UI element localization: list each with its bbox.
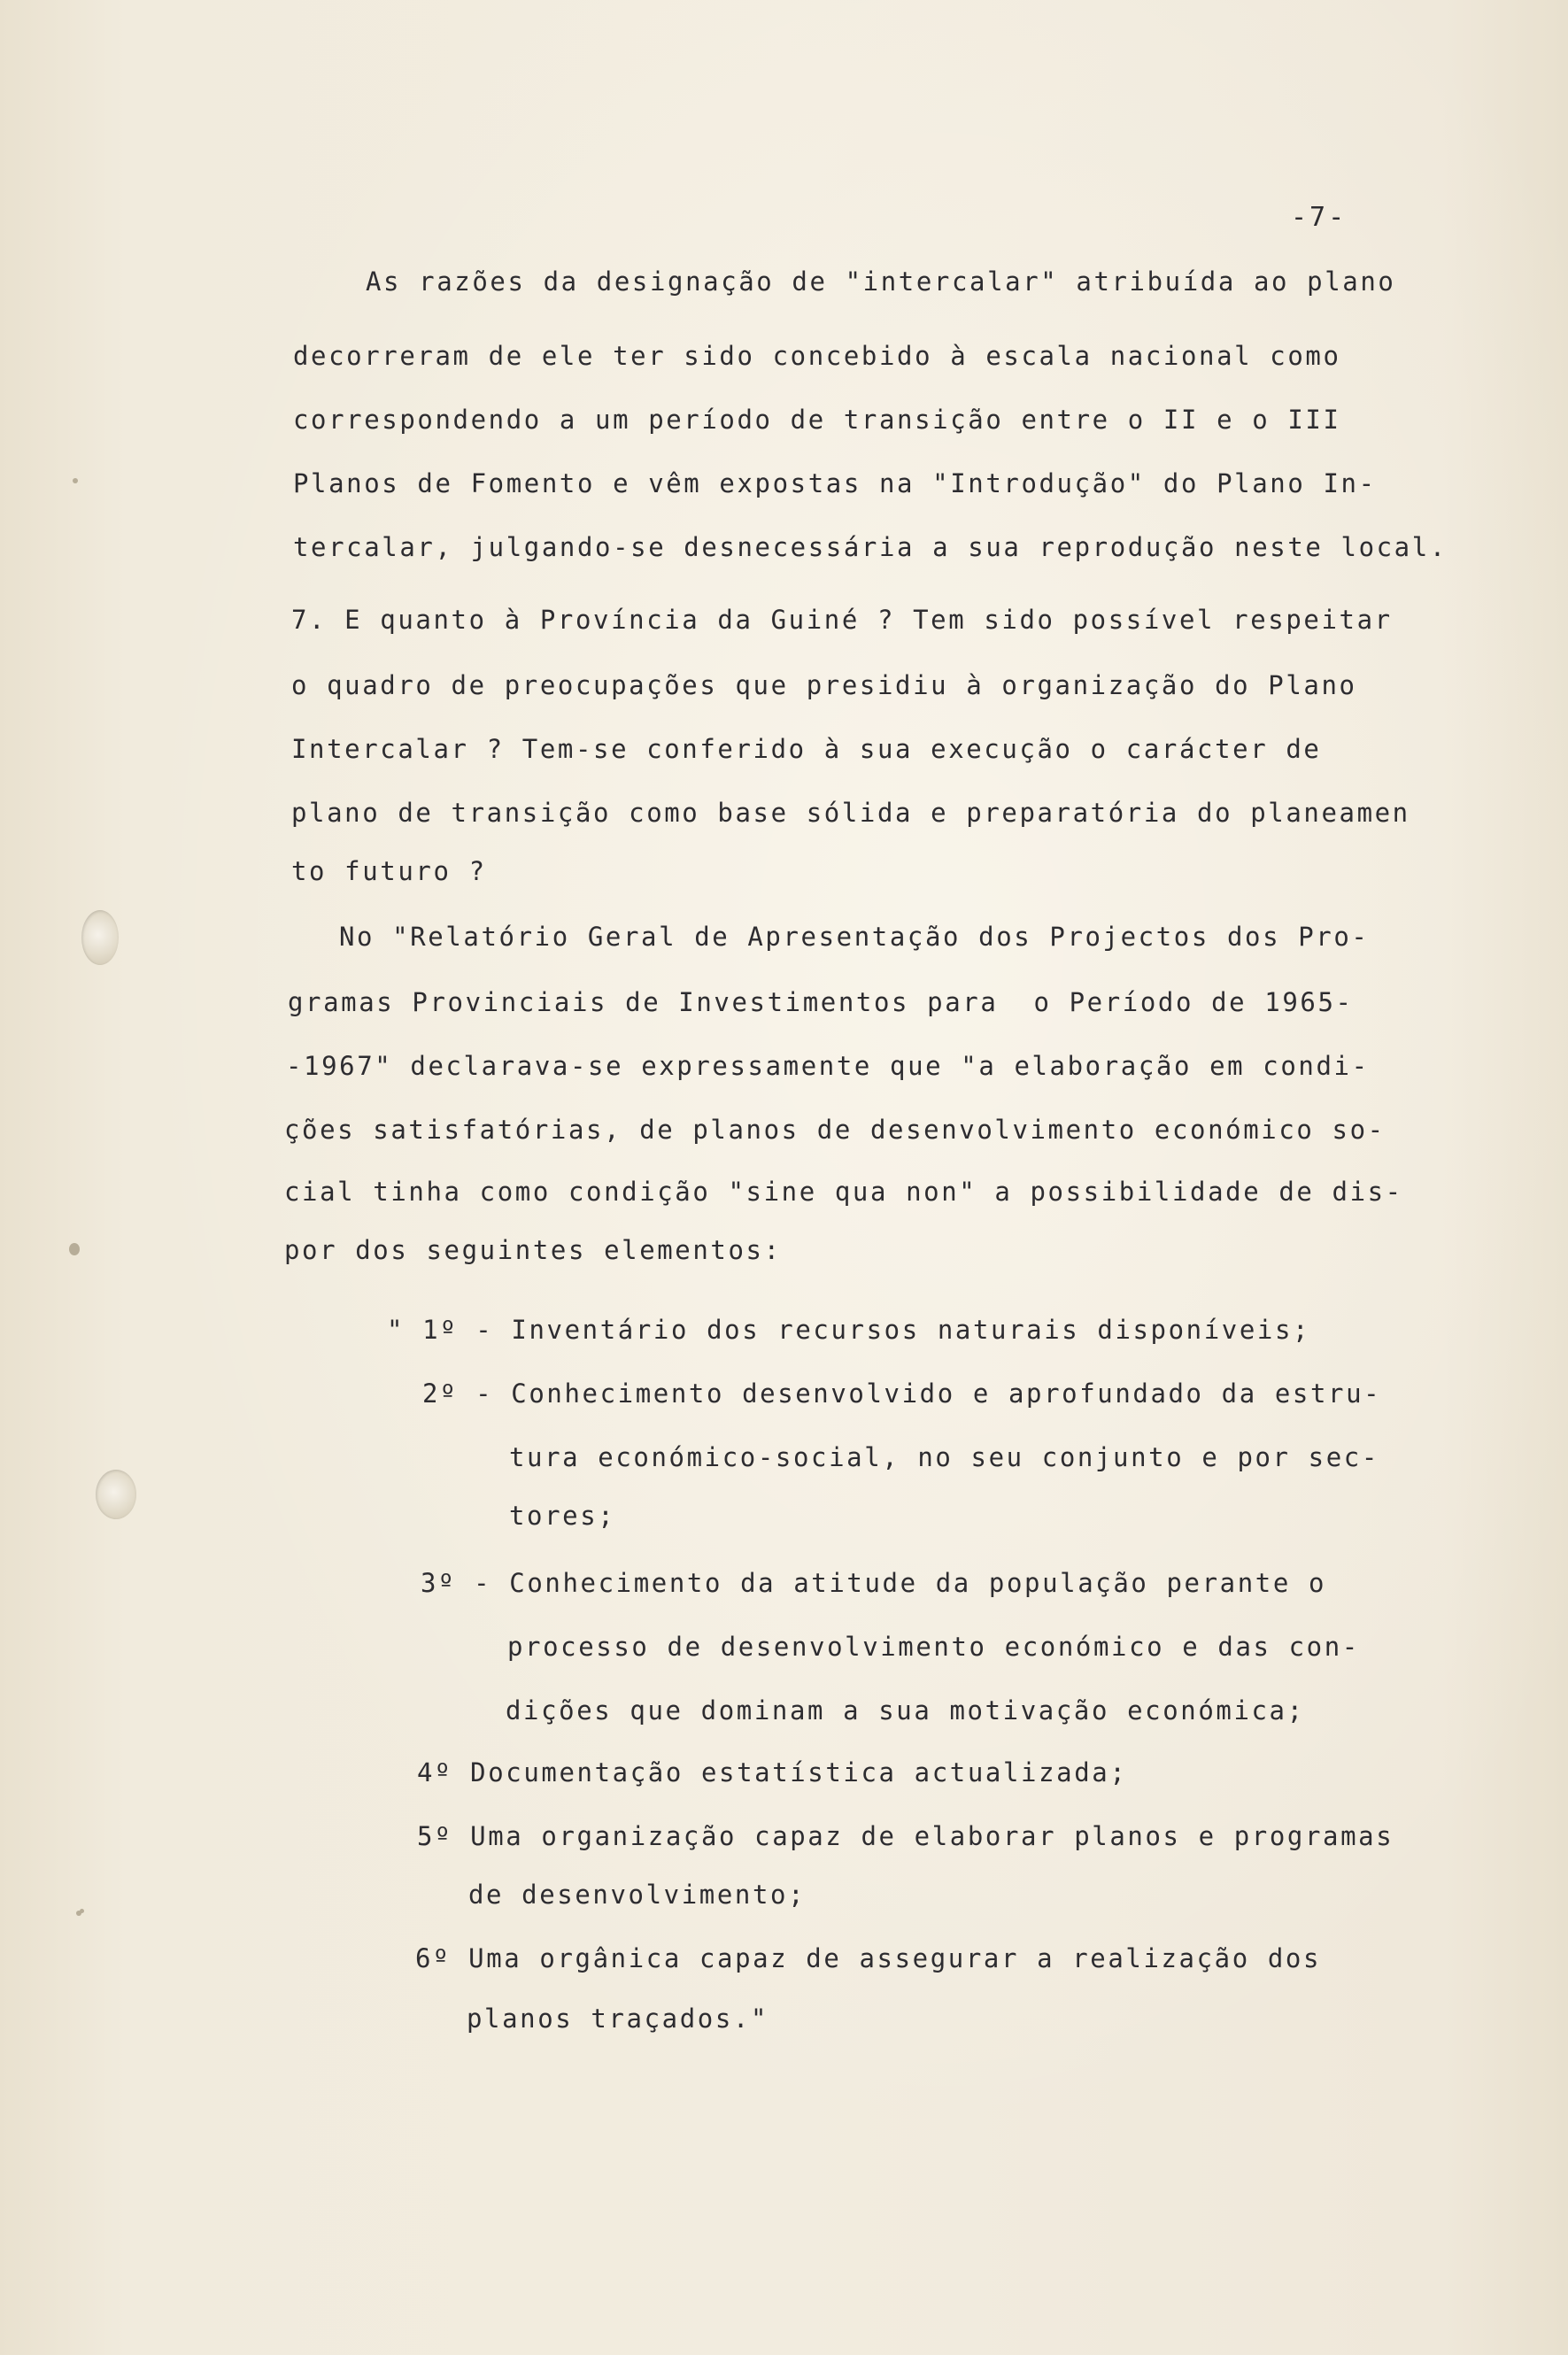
list-item-line: processo de desenvolvimento económico e das con- [507, 1632, 1360, 1662]
list-item-line: tores; [509, 1501, 616, 1531]
text-line: tercalar, julgando-se desnecessária a sua reprodução neste local. [293, 532, 1448, 562]
text-line: Intercalar ? Tem-se conferido à sua execução o carácter de [291, 734, 1322, 764]
text-line: As razões da designação de "intercalar" atribuída ao plano [366, 266, 1396, 297]
binding-hole-mark [81, 910, 119, 965]
text-line: decorreram de ele ter sido concebido à escala nacional como [293, 341, 1341, 371]
text-line: correspondendo a um período de transição entre o II e o III [293, 405, 1341, 435]
text-line: cial tinha como condição "sine qua non" a possibilidade de dis- [284, 1177, 1403, 1207]
paper-speck [73, 478, 78, 483]
page-number: -7- [1291, 202, 1348, 233]
text-line: ções satisfatórias, de planos de desenvolvimento económico so- [284, 1115, 1386, 1145]
paper-speck [80, 1909, 84, 1913]
text-line: No "Relatório Geral de Apresentação dos Projectos dos Pro- [339, 922, 1370, 952]
list-item-line: 2º - Conhecimento desenvolvido e aprofundado da estru- [422, 1378, 1382, 1409]
list-item-line: " 1º - Inventário dos recursos naturais disponíveis; [387, 1315, 1311, 1345]
text-line: -1967" declarava-se expressamente que "a elaboração em condi- [286, 1051, 1370, 1081]
text-line: plano de transição como base sólida e preparatória do planeamen [291, 798, 1410, 828]
list-item-line: 3º - Conhecimento da atitude da população perante o [421, 1568, 1327, 1598]
list-item-line: dições que dominam a sua motivação económica; [506, 1695, 1305, 1726]
text-line: o quadro de preocupações que presidiu à organização do Plano [291, 670, 1357, 700]
list-item-line: tura económico-social, no seu conjunto e por sec- [509, 1442, 1379, 1472]
text-line: por dos seguintes elementos: [284, 1235, 782, 1265]
list-item-line: planos traçados." [467, 2004, 769, 2034]
text-line: to futuro ? [291, 856, 487, 886]
list-item-line: 6º Uma orgânica capaz de assegurar a realização dos [415, 1943, 1322, 1973]
text-line: gramas Provinciais de Investimentos para o Período de 1965- [288, 987, 1354, 1017]
paper-speck [69, 1243, 80, 1255]
binding-hole-mark [96, 1470, 136, 1519]
list-item-line: 4º Documentação estatística actualizada; [417, 1757, 1128, 1787]
list-item-line: 5º Uma organização capaz de elaborar planos e programas [417, 1821, 1394, 1851]
text-line: 7. E quanto à Província da Guiné ? Tem sido possível respeitar [291, 605, 1393, 635]
text-line: Planos de Fomento e vêm expostas na "Introdução" do Plano In- [293, 468, 1377, 498]
list-item-line: de desenvolvimento; [468, 1880, 807, 1910]
